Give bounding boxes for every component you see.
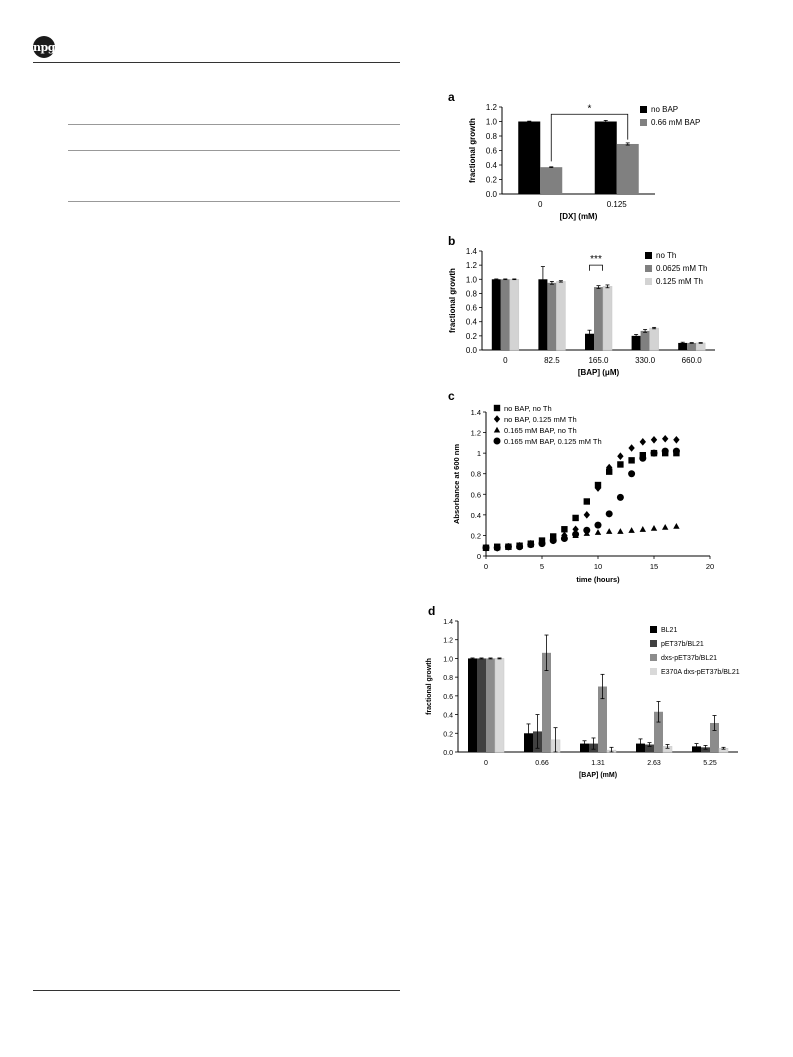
panel-c-data-point-circle [673,448,680,455]
panel-d-legend-label: dxs-pET37b/BL21 [661,655,718,662]
panel-c-legend-label: no BAP, no Th [504,404,552,413]
panel-b-bar [603,286,612,350]
panel-c-data-point-square [628,457,634,463]
panel-d-y-tick-label: 0.4 [443,712,453,720]
panel-b-y-axis-label: fractional growth [448,268,457,333]
panel-c-y-axis-label: Absorbance at 600 nm [452,443,461,525]
panel-b-legend-swatch [645,265,652,272]
panel-b-y-tick-label: 0.4 [465,317,477,327]
panel-d-x-tick-label: 5.25 [703,760,717,767]
panel-b-bar [696,343,705,350]
panel-c-legend-marker-diamond [494,415,500,423]
panel-c-data-point-circle [651,450,658,457]
panel-a-y-tick-label: 0.6 [485,146,497,156]
panel-d-y-tick-label: 0.6 [443,693,453,701]
panel-c-data-point-circle [539,540,546,547]
panel-b-legend-label: 0.0625 mM Th [656,264,708,273]
panel-d-legend-swatch [650,668,657,675]
panel-c-data-point-triangle [640,526,646,532]
panel-b-x-tick-label: 330.0 [635,356,656,365]
panel-c-data-point-triangle [662,524,668,530]
panel-b-bar [641,331,650,350]
panel-b-bar [594,287,603,350]
panel-c-y-tick-label: 0.2 [470,531,481,541]
panel-c-x-tick-label: 20 [705,562,715,571]
panel-b-y-tick-label: 1.4 [465,247,477,256]
panel-c-data-point-circle [628,470,635,477]
panel-c-data-point-triangle [606,528,612,534]
panel-c-x-tick-label: 10 [593,562,603,571]
panel-b-x-axis-label: [BAP] (μM) [577,368,620,377]
panel-d-bar [477,658,486,752]
panel-a-bar [540,167,562,194]
panel-b-legend-label: 0.125 mM Th [656,277,703,286]
panel-d-y-tick-label: 0.2 [443,731,453,739]
panel-c-legend-label: no BAP, 0.125 mM Th [504,415,577,424]
panel-c-data-point-triangle [595,529,601,535]
panel-d-x-axis-label: [BAP] (mM) [578,772,618,779]
logo-text: npg [33,40,55,54]
panel-c-data-point-circle [662,448,669,455]
panel-a-y-tick-label: 0.0 [485,190,497,199]
panel-b-bar [650,328,659,350]
panel-d-legend-label: E370A dxs-pET37b/BL21 [661,669,740,676]
panel-c-legend-marker-square [494,405,500,411]
panel-c-data-point-square [572,515,578,521]
panel-a-y-tick-label: 1.0 [485,117,497,127]
panel-c-data-point-triangle [617,528,623,534]
panel-d-bar [495,658,504,752]
panel-c-legend-marker-triangle [494,427,500,433]
panel-b-significance-bracket [590,265,603,271]
panel-b-bar [687,343,696,350]
panel-c-x-tick-label: 5 [539,562,545,571]
panel-c-data-point-square [561,526,567,532]
panel-c-data-point-circle [505,543,512,550]
panel-c-data-point-triangle [651,525,657,531]
panel-b-y-tick-label: 1.0 [465,275,477,285]
panel-b-significance-label: *** [590,254,602,266]
panel-c-data-point-diamond [617,452,623,460]
panel-c-legend-label: 0.165 mM BAP, no Th [504,426,577,435]
panel-a-bar [595,122,617,195]
panel-c-data-point-circle [550,537,557,544]
panel-a-legend-label: no BAP [651,105,679,114]
panel-d-bar [468,658,477,752]
panel-b-bar [632,336,641,350]
panel-d-y-tick-label: 0.0 [443,750,453,757]
panel-d-y-tick-label: 1.2 [443,637,453,645]
panel-b-x-tick-label: 82.5 [544,356,560,365]
panel-b-bar [492,279,501,350]
panel-d-legend-swatch [650,654,657,661]
panel-a-y-tick-label: 0.2 [485,175,497,185]
panel-b-y-tick-label: 0.6 [465,303,477,313]
panel-d-y-axis-label: fractional growth [426,658,433,715]
panel-c-data-point-circle [483,544,490,551]
panel-c-x-tick-label: 0 [483,562,489,571]
panel-c-data-point-circle [583,527,590,534]
panel-c-legend-marker-circle [494,438,501,445]
panel-a-bar [617,144,639,194]
panel-c-data-point-circle [572,531,579,538]
panel-c-data-point-circle [494,544,501,551]
panel-b-y-tick-label: 0.2 [465,331,477,341]
panel-c-data-point-circle [561,535,568,542]
panel-c-y-tick-label: 0 [476,552,481,561]
panel-c-data-point-circle [527,541,534,548]
panel-b-x-tick-label: 165.0 [588,356,609,365]
panel-a-y-tick-label: 0.4 [485,161,497,170]
panel-a-legend-swatch [640,119,647,126]
panel-d-y-tick-label: 0.8 [443,675,453,683]
panel-c-data-point-diamond [640,438,646,446]
panel-c-data-point-circle [595,522,602,529]
panel-c-data-point-diamond [651,436,657,444]
panel-c-legend-label: 0.165 mM BAP, 0.125 mM Th [504,437,602,446]
panel-d-x-tick-label: 0 [484,760,488,767]
panel-a-significance-label: * [587,103,592,115]
panel-d-legend-label: pET37b/BL21 [661,641,704,648]
panel-a-x-tick-label: 0 [538,200,543,209]
panel-a-x-tick-label: 0.125 [606,200,627,209]
panel-c-data-point-diamond [584,511,590,519]
panel-b-bar [547,283,556,350]
panel-d-legend-swatch [650,626,657,633]
panel-b-legend-label: no Th [656,251,677,260]
panel-d-legend-swatch [650,640,657,647]
panel-c-y-tick-label: 0.8 [470,469,481,479]
panel-a-y-tick-label: 0.8 [485,132,497,141]
panel-a-y-axis-label: fractional growth [468,118,477,183]
panel-c-data-point-triangle [628,527,634,533]
panel-c-data-point-diamond [673,436,679,444]
panel-c-data-point-diamond [662,435,668,443]
panel-c-data-point-circle [639,455,646,462]
panel-a-bar [518,122,540,195]
panel-b-bar [556,281,565,350]
panel-c-data-point-square [584,498,590,504]
panel-a-x-axis-label: [DX] (mM) [559,212,598,221]
panel-d-x-tick-label: 2.63 [647,760,661,767]
panel-b-y-tick-label: 1.2 [465,261,477,271]
panel-c-data-point-circle [617,494,624,501]
panel-c-y-tick-label: 0.4 [470,510,481,520]
panel-d-x-tick-label: 0.66 [535,760,549,767]
panel-c-y-tick-label: 0.6 [470,490,481,500]
panel-c-data-point-triangle [673,523,679,529]
panel-c-y-tick-label: 1.2 [470,428,481,438]
panel-b-x-tick-label: 660.0 [681,356,702,365]
panel-c-y-tick-label: 1.4 [470,408,481,417]
panel-d-y-tick-label: 1.4 [443,619,453,626]
panel-label-b: b [448,234,456,248]
panel-b-bar [510,279,519,350]
panel-c-data-point-circle [516,543,523,550]
panel-b-x-tick-label: 0 [503,356,508,365]
panel-b-y-tick-label: 0.0 [465,346,477,355]
panel-a-legend-label: 0.66 mM BAP [651,118,701,127]
panel-b-legend-swatch [645,278,652,285]
panel-b-bar [501,279,510,350]
panel-a-legend-swatch [640,106,647,113]
panel-d-legend-label: BL21 [661,627,678,634]
panel-c-data-point-square [617,461,623,467]
panel-d-bar [486,658,495,752]
panel-c-x-tick-label: 15 [649,562,659,571]
panel-c-data-point-circle [606,510,613,517]
panel-b-y-tick-label: 0.8 [465,289,477,299]
panel-b-legend-swatch [645,252,652,259]
panel-d-y-tick-label: 1.0 [443,656,453,664]
panel-label-a: a [448,90,455,104]
panel-d-x-tick-label: 1.31 [591,760,605,767]
panel-label-c: c [448,389,455,403]
panel-c-data-point-diamond [628,444,634,452]
panel-c-x-axis-label: time (hours) [576,575,620,584]
panel-a-y-tick-label: 1.2 [485,103,497,112]
panel-label-d: d [428,604,436,618]
panel-c-y-tick-label: 1 [476,449,481,459]
